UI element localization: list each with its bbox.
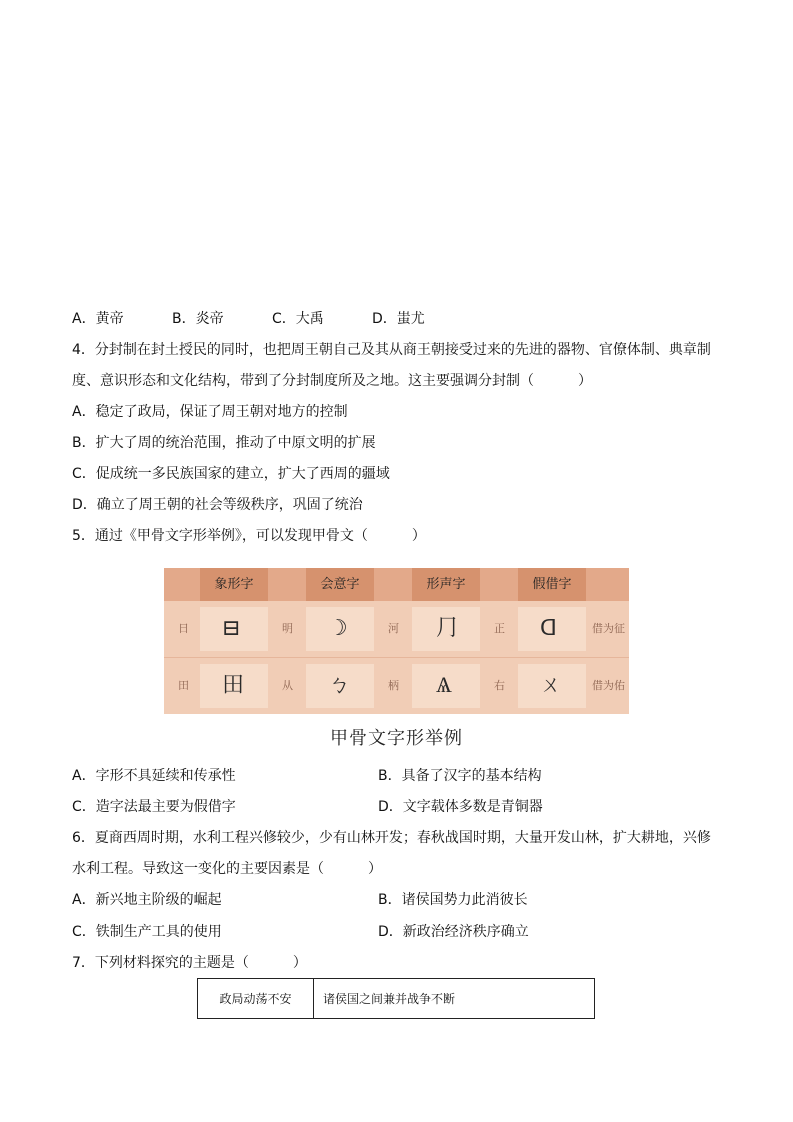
q7-table-right-cell: 诸侯国之间兼并战争不断 — [323, 992, 456, 1006]
row1-label-4: 正 — [494, 622, 505, 635]
q7-table-left-cell: 政局动荡不安 — [198, 979, 314, 1018]
q5-stem — [72, 528, 426, 544]
row1-label-1: 日 — [178, 622, 189, 635]
q5-option-d: D．文字载体多数是青铜器 — [378, 799, 543, 815]
row1-glyph-2: ☽ — [328, 616, 348, 641]
q3-option-d: D．蚩尤 — [372, 311, 425, 327]
row2-glyph-2: ㄅ — [328, 673, 351, 698]
header-pictograph: 象形字 — [200, 568, 268, 601]
header-ideograph: 会意字 — [306, 568, 374, 601]
q5-option-a: A．字形不具延续和传承性 — [72, 768, 236, 784]
q6-option-d: D．新政治经济秩序确立 — [378, 924, 529, 940]
row2-glyph-3: Ѧ — [436, 673, 452, 698]
row2-note: 借为佑 — [592, 679, 625, 692]
q5-option-c: C．造字法最主要为假借字 — [72, 799, 236, 815]
q7-stem-close: ） — [292, 955, 307, 971]
q6-option-a: A．新兴地主阶级的崛起 — [72, 892, 222, 908]
q6-stem-line2 — [72, 861, 382, 877]
q4-option-a: A．稳定了政局，保证了周王朝对地方的控制 — [72, 404, 348, 420]
row2-label-1: 田 — [178, 679, 189, 692]
q4-option-d: D．确立了周王朝的社会等级秩序，巩固了统治 — [72, 497, 363, 513]
q4-option-c: C．促成统一多民族国家的建立，扩大了西周的疆域 — [72, 466, 390, 482]
q5-stem-text: 5．通过《甲骨文字形举例》，可以发现甲骨文（ — [72, 528, 368, 544]
q4-stem-text: 度、意识形态和文化结构，带到了分封制度所及之地。这主要强调分封制（ — [72, 373, 534, 389]
row1-label-3: 河 — [388, 622, 399, 635]
row2-label-2: 从 — [282, 679, 293, 692]
q7-stem-text: 7．下列材料探究的主题是（ — [72, 955, 249, 971]
q6-stem-line1: 6．夏商西周时期，水利工程兴修较少，少有山林开发；春秋战国时期，大量开发山林，扩大耕地，兴修 — [72, 830, 711, 846]
row2-glyph-4: ㄨ — [540, 673, 563, 698]
row2-label-4: 右 — [494, 679, 505, 692]
q7-stem — [72, 955, 307, 971]
q7-material-table — [197, 978, 595, 1019]
row1-label-2: 明 — [282, 622, 293, 635]
row2-label-3: 柄 — [388, 679, 399, 692]
q4-stem-line1: 4．分封制在封土授民的同时，也把周王朝自己及其从商王朝接受过来的先进的器物、官僚体制、典章制 — [72, 342, 711, 358]
row1-glyph-1: ⊟ — [222, 616, 241, 641]
row1-glyph-4: ᗡ — [540, 616, 557, 641]
q3-option-b: B．炎帝 — [172, 311, 224, 327]
q3-option-c: C．大禹 — [272, 311, 324, 327]
figure-caption: 甲骨文字形举例 — [330, 728, 463, 749]
q6-stem-text: 水利工程。导致这一变化的主要因素是（ — [72, 861, 324, 877]
q6-option-c: C．铁制生产工具的使用 — [72, 924, 222, 940]
q5-stem-close: ） — [411, 528, 426, 544]
q6-stem-close: ） — [368, 861, 382, 877]
header-phonogram: 形声字 — [412, 568, 480, 601]
q3-option-a: A．黄帝 — [72, 311, 124, 327]
q4-option-b: B．扩大了周的统治范围，推动了中原文明的扩展 — [72, 435, 376, 451]
header-loan-character: 假借字 — [518, 568, 586, 601]
q4-stem-close: ） — [578, 373, 592, 389]
figure-row-1 — [164, 601, 629, 657]
figure-row-2 — [164, 657, 629, 714]
oracle-bone-figure — [164, 568, 629, 714]
q6-option-b: B．诸侯国势力此消彼长 — [378, 892, 528, 908]
row1-note: 借为征 — [592, 622, 625, 635]
row1-glyph-3: ⺆ — [436, 616, 459, 641]
row2-glyph-1: 田 — [222, 673, 245, 698]
q4-stem-line2 — [72, 373, 592, 389]
q5-option-b: B．具备了汉字的基本结构 — [378, 768, 542, 784]
